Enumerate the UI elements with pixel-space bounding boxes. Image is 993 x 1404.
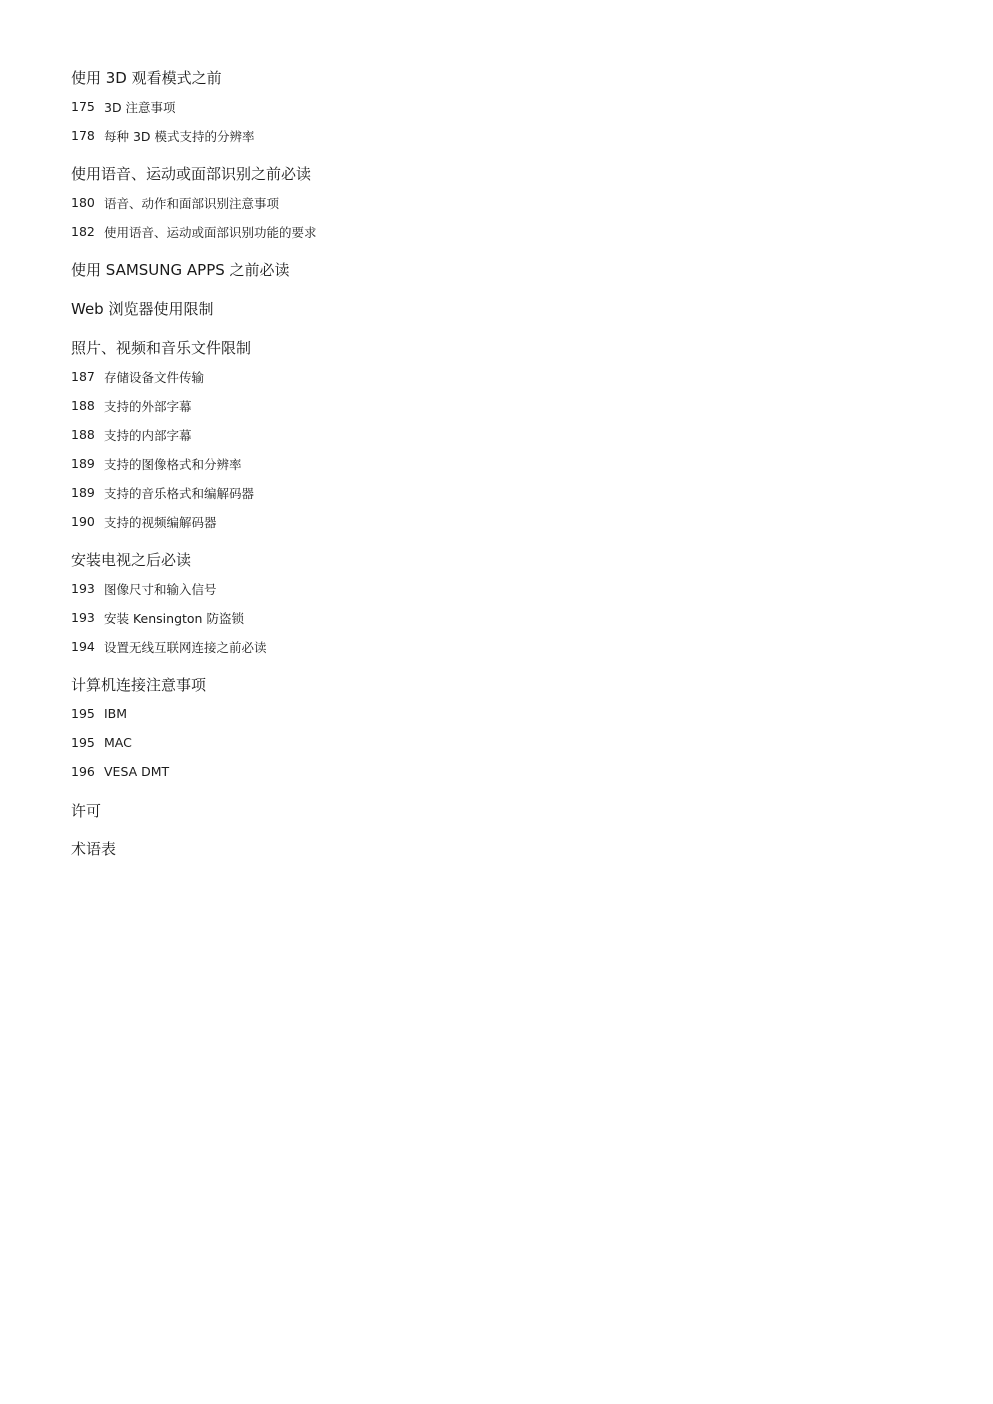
toc-entry[interactable] [71, 420, 951, 449]
entry-label: 存储设备文件传输 [104, 369, 205, 385]
toc-section [71, 160, 951, 246]
section-title[interactable]: 使用 3D 观看模式之前 [71, 69, 222, 87]
entry-label: VESA DMT [104, 764, 170, 779]
page-number: 196 [71, 764, 95, 779]
section-title[interactable]: 计算机连接注意事项 [71, 676, 207, 694]
page-number: 190 [71, 514, 95, 529]
toc-section [71, 546, 951, 661]
toc-entry[interactable] [71, 728, 951, 757]
entry-label: IBM [104, 706, 128, 721]
page-number: 187 [71, 369, 95, 384]
page-number: 195 [71, 706, 95, 721]
toc-entry[interactable] [71, 92, 951, 121]
toc-entry[interactable] [71, 507, 951, 536]
page-number: 182 [71, 224, 95, 239]
entry-label: 支持的音乐格式和编解码器 [104, 485, 255, 501]
toc-entry[interactable] [71, 449, 951, 478]
toc-entry[interactable] [71, 391, 951, 420]
entry-label: 使用语音、运动或面部识别功能的要求 [104, 224, 317, 240]
toc-entry[interactable] [71, 121, 951, 150]
page-number: 180 [71, 195, 95, 210]
toc-entry[interactable] [71, 478, 951, 507]
page-number: 189 [71, 485, 95, 500]
entry-label: 每种 3D 模式支持的分辨率 [104, 128, 255, 144]
toc-entry[interactable] [71, 632, 951, 661]
page-number: 193 [71, 610, 95, 625]
entry-label: 安装 Kensington 防盗锁 [104, 610, 244, 626]
section-title[interactable]: 安装电视之后必读 [71, 551, 192, 569]
toc-entry[interactable] [71, 699, 951, 728]
entry-label: 语音、动作和面部识别注意事项 [104, 195, 280, 211]
page-number: 194 [71, 639, 95, 654]
toc-entry[interactable] [71, 603, 951, 632]
toc-section [71, 64, 951, 150]
entry-label: 支持的视频编解码器 [104, 514, 217, 530]
toc-entry[interactable] [71, 217, 951, 246]
entry-label: 3D 注意事项 [104, 99, 176, 115]
section-title[interactable]: 术语表 [71, 840, 117, 858]
toc-section [71, 671, 951, 786]
section-title[interactable]: 使用语音、运动或面部识别之前必读 [71, 165, 312, 183]
section-title[interactable]: Web 浏览器使用限制 [71, 300, 214, 318]
page-number: 178 [71, 128, 95, 143]
page-number: 188 [71, 427, 95, 442]
page-number: 188 [71, 398, 95, 413]
table-of-contents [71, 64, 951, 863]
toc-section [71, 256, 951, 284]
page-number: 193 [71, 581, 95, 596]
page-number: 195 [71, 735, 95, 750]
page-number: 189 [71, 456, 95, 471]
toc-entry[interactable] [71, 362, 951, 391]
entry-label: 图像尺寸和输入信号 [104, 581, 217, 597]
entry-label: MAC [104, 735, 132, 750]
toc-entry[interactable] [71, 574, 951, 603]
entry-label: 支持的图像格式和分辨率 [104, 456, 242, 472]
entry-label: 支持的内部字幕 [104, 427, 192, 443]
section-title[interactable]: 使用 SAMSUNG APPS 之前必读 [71, 261, 290, 279]
entry-label: 支持的外部字幕 [104, 398, 192, 414]
section-title[interactable]: 照片、视频和音乐文件限制 [71, 339, 252, 357]
toc-section [71, 797, 951, 825]
section-title[interactable]: 许可 [71, 802, 102, 820]
toc-entry[interactable] [71, 188, 951, 217]
page-number: 175 [71, 99, 95, 114]
entry-label: 设置无线互联网连接之前必读 [104, 639, 267, 655]
toc-entry[interactable] [71, 757, 951, 786]
toc-section [71, 835, 951, 863]
toc-section [71, 295, 951, 323]
toc-section [71, 334, 951, 536]
